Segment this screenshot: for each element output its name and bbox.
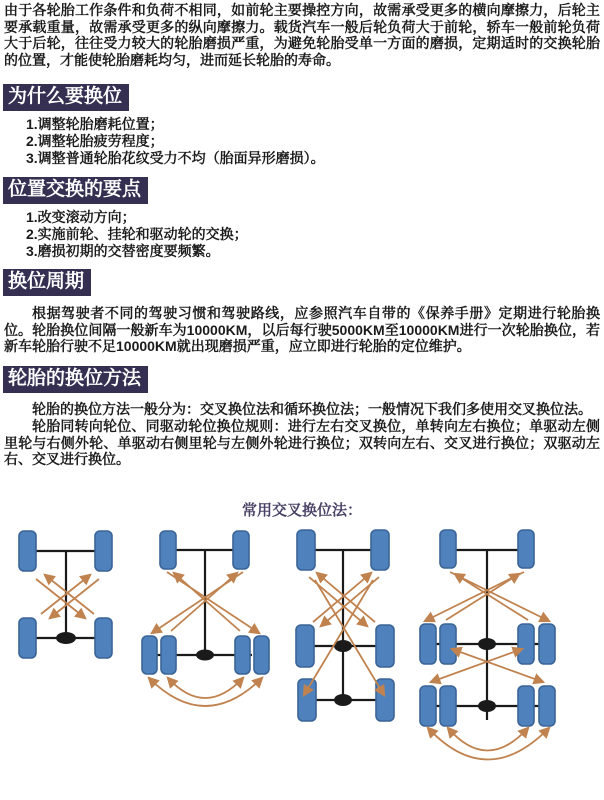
rotation-cycle-paragraph: 根据驾驶者不同的驾驶习惯和驾驶路线，应参照汽车自带的《保养手册》定期进行轮胎换位。轮胎换位间隔一般新车为10000KM，以后每行驶5000KM至10000KM进行一次轮胎换位，若新车轮胎行驶不足10000KM就出现磨损严重，应立即进行轮胎的定位维护。 <box>4 305 600 354</box>
diagram-4wheel-cross <box>10 528 125 673</box>
list-item: 1.改变滚动方向； <box>26 209 136 225</box>
diagram-caption: 常用交叉换位法： <box>241 502 362 519</box>
intro-paragraph: 由于各轮胎工作条件和负荷不相同，如前轮主要操控方向，故需承受更多的横向摩擦力，后轮主要承载重量，故需承受更多的纵向摩擦力。载货汽车一般后轮负荷大于前轮，轿车一般前轮负荷大于后轮，往往受力较大的轮胎磨损严重，为避免轮胎受单一方面的磨损，定期适时的交换轮胎的位置，才能使轮胎磨耗均匀，进而延长轮胎的寿命。 <box>4 2 600 68</box>
diagram-three-axle-dual <box>418 528 568 763</box>
rotation-methods-paragraph-2: 轮胎同转向轮位、同驱动轮位换位规则：进行左右交叉换位，单转向左右换位；单驱动左侧里轮与右侧外轮、单驱动右侧里轮与左侧外轮进行换位；双转向左右、交叉进行换位；双驱动左右、交叉进行换位。 <box>4 418 600 467</box>
list-item: 2.实施前轮、挂轮和驱动轮的交换； <box>26 226 248 242</box>
rotation-diagrams <box>0 528 604 800</box>
diagram-three-axle-single <box>295 528 400 728</box>
section-heading-swap-points: 位置交换的要点 <box>3 177 148 204</box>
differential <box>478 638 496 650</box>
rotation-methods-paragraph-1: 轮胎的换位方法一般分为：交叉换位法和循环换位法；一般情况下我们多使用交叉换位法。 <box>32 401 592 417</box>
list-item: 2.调整轮胎疲劳程度； <box>26 133 164 149</box>
diagram-single-drive-dual-rear <box>140 528 275 728</box>
swap-points-list <box>26 209 248 260</box>
differential <box>196 650 214 661</box>
differential <box>478 700 496 712</box>
section-heading-rotation-methods: 轮胎的换位方法 <box>3 366 148 393</box>
list-item: 3.磨损初期的交替密度要频繁。 <box>26 243 220 259</box>
why-rotate-list <box>26 116 325 167</box>
rotation-arrows <box>36 575 99 618</box>
section-heading-rotation-cycle: 换位周期 <box>3 269 91 296</box>
differential <box>334 694 352 706</box>
list-item: 3.调整普通轮胎花纹受力不均（胎面异形磨损）。 <box>26 150 325 166</box>
list-item: 1.调整轮胎磨耗位置； <box>26 116 164 132</box>
section-heading-why-rotate: 为什么要换位 <box>3 84 129 111</box>
differential <box>56 632 76 644</box>
